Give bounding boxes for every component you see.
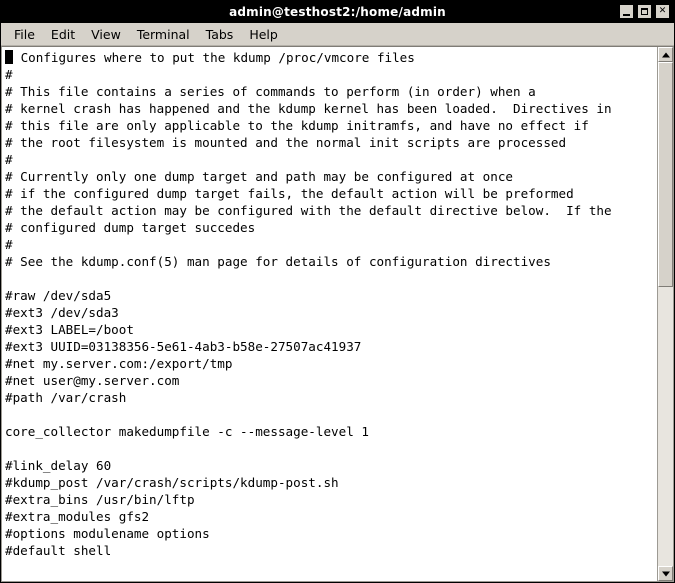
text-cursor bbox=[5, 50, 13, 64]
terminal-line: # bbox=[5, 152, 13, 167]
terminal-line: #options modulename options bbox=[5, 526, 210, 541]
terminal-line: core_collector makedumpfile -c --message-level 1 bbox=[5, 424, 369, 439]
terminal-line: #extra_bins /usr/bin/lftp bbox=[5, 492, 195, 507]
scroll-up-arrow[interactable] bbox=[658, 47, 673, 62]
terminal-line: # This file contains a series of commands to perform (in order) when a bbox=[5, 84, 536, 99]
menu-item-view[interactable]: View bbox=[91, 26, 121, 42]
menu-item-tabs[interactable]: Tabs bbox=[205, 26, 234, 42]
menu-item-edit[interactable]: Edit bbox=[50, 26, 76, 42]
terminal-line: # configured dump target succedes bbox=[5, 220, 256, 235]
menu-item-file[interactable]: File bbox=[14, 26, 35, 42]
terminal-output[interactable] bbox=[2, 47, 657, 581]
terminal-line: #net my.server.com:/export/tmp bbox=[5, 356, 233, 371]
terminal-line: # See the kdump.conf(5) man page for details of configuration directives bbox=[5, 254, 551, 269]
window-controls bbox=[619, 4, 670, 19]
terminal-line: # bbox=[5, 237, 13, 252]
terminal-line: #raw /dev/sda5 bbox=[5, 288, 112, 303]
menu-item-terminal[interactable]: Terminal bbox=[136, 26, 190, 42]
terminal-line: # the default action may be configured with the default directive below. If the bbox=[5, 203, 612, 218]
terminal-body bbox=[1, 46, 674, 582]
terminal-line: # Currently only one dump target and path may be configured at once bbox=[5, 169, 513, 184]
terminal-line: # bbox=[5, 67, 13, 82]
terminal-line: #link_delay 60 bbox=[5, 458, 112, 473]
minimize-button[interactable] bbox=[619, 4, 634, 19]
terminal-line: #ext3 LABEL=/boot bbox=[5, 322, 134, 337]
menu-bar bbox=[1, 23, 674, 46]
terminal-line: #default shell bbox=[5, 543, 112, 558]
terminal-line bbox=[5, 440, 657, 457]
terminal-line bbox=[5, 406, 657, 423]
scrollbar-track[interactable] bbox=[658, 62, 673, 566]
terminal-line: Configures where to put the kdump /proc/vmcore files bbox=[5, 49, 657, 66]
close-icon: ✕ bbox=[658, 6, 667, 16]
terminal-line: # this file are only applicable to the kdump initramfs, and have no effect if bbox=[5, 118, 589, 133]
close-button[interactable] bbox=[655, 4, 670, 19]
terminal-line: #extra_modules gfs2 bbox=[5, 509, 150, 524]
terminal-line: #path /var/crash bbox=[5, 390, 127, 405]
terminal-line: # kernel crash has happened and the kdump kernel has been loaded. Directives in bbox=[5, 101, 612, 116]
terminal-line: # the root filesystem is mounted and the normal init scripts are processed bbox=[5, 135, 567, 150]
terminal-line: # if the configured dump target fails, the default action will be preformed bbox=[5, 186, 574, 201]
terminal-scrollbar[interactable] bbox=[657, 47, 673, 581]
scrollbar-thumb[interactable] bbox=[658, 62, 673, 287]
terminal-line bbox=[5, 270, 657, 287]
menu-item-help[interactable]: Help bbox=[249, 26, 278, 42]
terminal-line: #ext3 /dev/sda3 bbox=[5, 305, 119, 320]
title-bar[interactable] bbox=[1, 1, 674, 23]
scroll-down-arrow[interactable] bbox=[658, 566, 673, 581]
terminal-line: #net user@my.server.com bbox=[5, 373, 180, 388]
terminal-line: #ext3 UUID=03138356-5e61-4ab3-b58e-27507ac41937 bbox=[5, 339, 362, 354]
terminal-line: #kdump_post /var/crash/scripts/kdump-post.sh bbox=[5, 475, 339, 490]
maximize-button[interactable] bbox=[637, 4, 652, 19]
window-title: admin@testhost2:/home/admin bbox=[229, 5, 446, 19]
